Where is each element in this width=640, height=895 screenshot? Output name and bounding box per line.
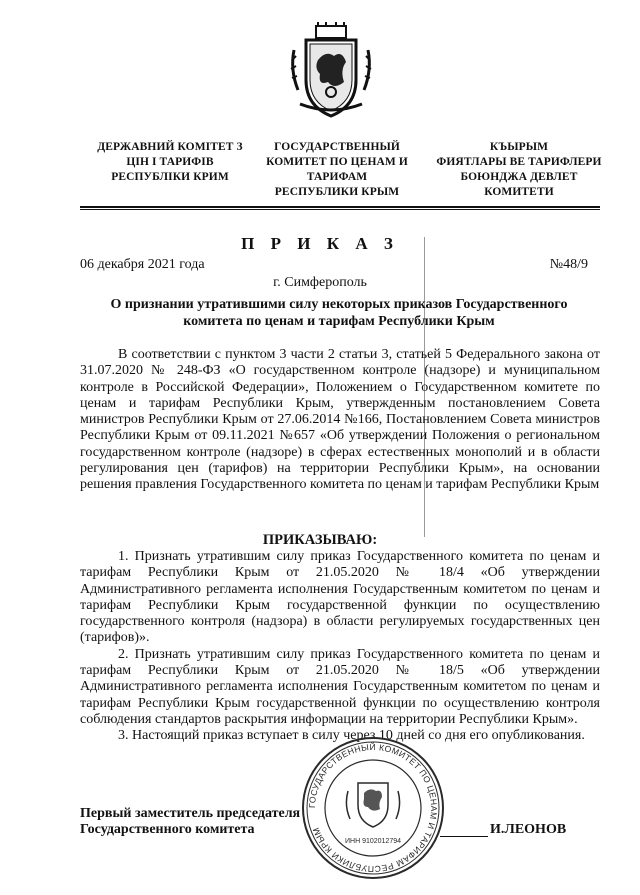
official-seal-stamp [300,735,446,881]
signatory-position-line: Государственного комитета [80,822,255,837]
order-city: г. Симферополь [273,275,367,290]
order-number: №48/9 [549,257,588,272]
header-divider [80,206,600,208]
stamp-inn-text: ИНН 9102012794 [344,838,402,845]
order-items [80,549,600,745]
preamble [80,347,600,494]
signatory-position-line: Первый заместитель председателя [80,806,301,821]
header-line: ЦІН І ТАРИФІВ [126,156,214,168]
header-line: ДЕРЖАВНИЙ КОМІТЕТ З [97,141,243,153]
stamp-ring-text: ГОСУДАРСТВЕННЫЙ КОМИТЕТ ПО ЦЕНАМ И ТАРИФАМ РЕСПУБЛИКИ КРЫМ [306,741,440,875]
header-crimean-tatar [424,140,614,200]
header-line: РЕСПУБЛИКИ КРЫМ [274,186,400,198]
preamble-text: В соответствии с пунктом 3 части 2 статьи 3, статьей 5 Федерального закона от 31.07.2020 № 248-ФЗ «О государственном контроле (надзоре) и муниципальном контроле в Российской Федерации», Положением о Государственном комитете по ценам и тарифам Республики Крым, утвержденным постановлением Совета министров Республики Крым от 27.06.2014 №166, Постановлением Совета министров Республики Крым от 09.11.2021 №657 «Об утверждении Положения о региональном государственном контроле (надзоре) в сферах естественных монополий и в области регулирования цен (тарифов) на территории Республики Крым», на основании решения правления Государственного комитета по ценам и тарифам Республики Крым [80,347,600,493]
header-line: БОЮНДЖА ДЕВЛЕТ [460,171,578,183]
header-ukrainian [80,140,260,185]
order-item: 2. Признать утратившим силу приказ Государственного комитета по ценам и тарифам Республики Крым от 21.05.2020 № 18/5 «Об утверждении Административного регламента исполнения Государственным комитетом по ценам и тарифам Республики Крым государственной функции по осуществлению контроля соблюдения стандартов раскрытия информации на территории Республики Крым». [80,646,600,727]
order-date: 06 декабря 2021 года [80,257,205,272]
order-item: 3. Настоящий приказ вступает в силу через 10 дней со дня его опубликования. [118,728,585,744]
header-line: РЕСПУБЛІКИ КРИМ [111,171,229,183]
header-line: КЪЫРЫМ [489,141,549,153]
signature-mark [440,836,488,837]
header-divider-thin [80,209,600,210]
order-verb: ПРИКАЗЫВАЮ: [262,532,378,548]
header-line: КОМИТЕТИ [484,186,554,198]
header-line: ТАРИФАМ [306,171,368,183]
header-line: ГОСУДАРСТВЕННЫЙ [274,141,400,153]
signatory-name: И.ЛЕОНОВ [490,822,567,837]
header-russian [262,140,412,200]
header-line: КОМИТЕТ ПО ЦЕНАМ И [266,156,408,168]
order-title: П Р И К А З [241,234,399,253]
order-item: 1. Признать утратившим силу приказ Государственного комитета по ценам и тарифам Республики Крым от 21.05.2020 № 18/4 «Об утверждении Административного регламента исполнения Государственным комитетом по ценам и тарифам Республики Крым государственной функции по осуществлению государственного контроля (надзора) в области регулируемых государственных цен (тарифов)». [80,549,600,646]
coat-of-arms-emblem [288,20,374,120]
order-subject: О признании утратившими силу некоторых приказов Государственного комитета по ценам и тарифам Республики Крым [110,297,568,329]
signatory-position [80,806,300,838]
header-line: ФИЯТЛАРЫ ВЕ ТАРИФЛЕРИ [436,156,602,168]
